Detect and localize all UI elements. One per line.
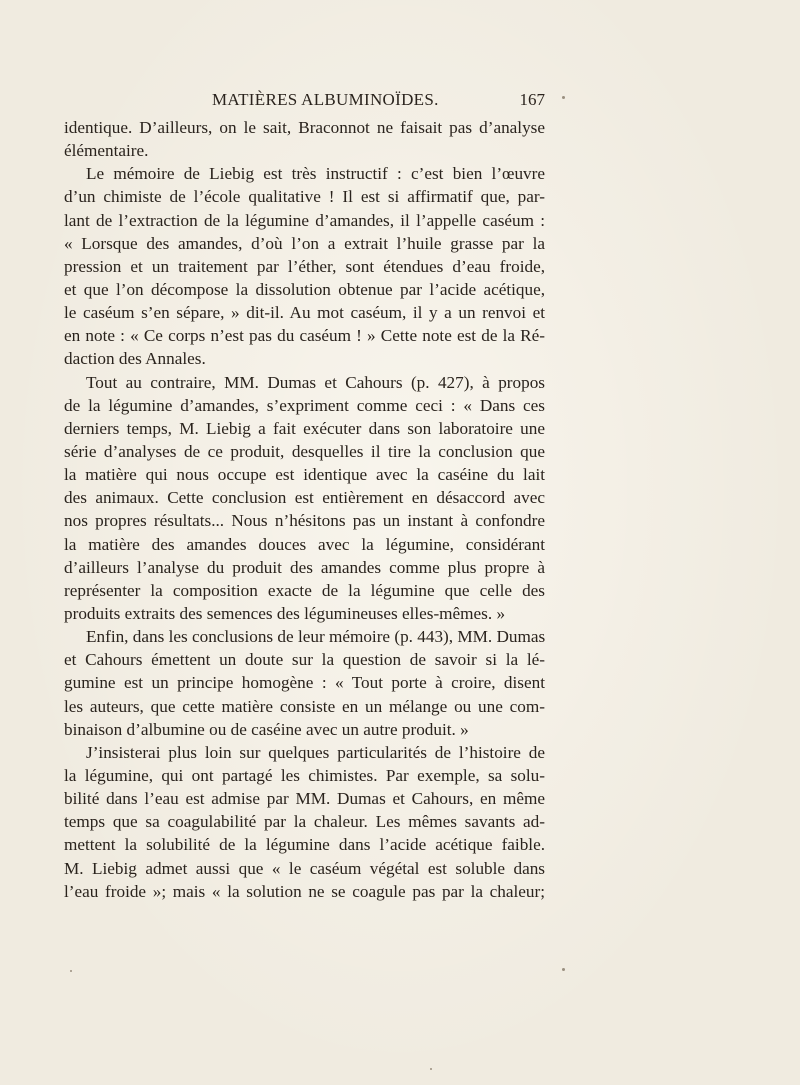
text-line: en note : « Ce corps n’est pas du caséum ! » Cette note est de la Ré- — [64, 326, 545, 346]
text-line: des animaux. Cette conclusion est entièrement en désaccord avec — [64, 488, 545, 508]
text-line: lant de l’extraction de la légumine d’amandes, il l’appelle caséum : — [64, 210, 545, 230]
text-line: la matière des amandes douces avec la légumine, considérant — [64, 534, 545, 554]
text-line: binaison d’albumine ou de caséine avec un autre produit. » — [64, 719, 469, 739]
text-line: nos propres résultats... Nous n’hésitons pas un instant à confondre — [64, 511, 545, 531]
text-line: série d’analyses de ce produit, desquelles il tire la conclusion que — [64, 441, 545, 461]
text-line: et que l’on décompose la dissolution obtenue par l’acide acétique, — [64, 279, 545, 299]
text-line: Le mémoire de Liebig est très instructif : c’est bien l’œuvre — [86, 164, 545, 184]
text-line: l’eau froide »; mais « la solution ne se coagule pas par la chaleur; — [64, 881, 545, 901]
text-line: Enfin, dans les conclusions de leur mémoire (p. 443), MM. Dumas — [86, 627, 545, 647]
running-title: MATIÈRES ALBUMINOÏDES. — [212, 90, 439, 109]
text-line: Tout au contraire, MM. Dumas et Cahours (p. 427), à propos — [86, 372, 545, 392]
text-line: et Cahours émettent un doute sur la question de savoir si la lé- — [64, 650, 545, 670]
paper-speck — [562, 96, 565, 99]
text-line: la légumine, qui ont partagé les chimistes. Par exemple, sa solu- — [64, 765, 545, 785]
text-line: identique. D’ailleurs, on le sait, Braconnot ne faisait pas d’analyse — [64, 118, 545, 137]
text-line: de la légumine d’amandes, s’expriment comme ceci : « Dans ces — [64, 395, 545, 415]
text-line: mettent la solubilité de la légumine dans l’acide acétique faible. — [64, 835, 545, 855]
page-number: 167 — [519, 90, 545, 109]
text-line: la matière qui nous occupe est identique avec la caséine du lait — [64, 465, 545, 485]
text-line: pression et un traitement par l’éther, sont étendues d’eau froide, — [64, 256, 545, 276]
text-line: élémentaire. — [64, 141, 149, 161]
text-line: J’insisterai plus loin sur quelques particularités de l’histoire de — [86, 742, 545, 762]
text-line: derniers temps, M. Liebig a fait exécuter dans son laboratoire une — [64, 418, 545, 438]
text-line: les auteurs, que cette matière consiste en un mélange ou une com- — [64, 696, 545, 716]
text-line: gumine est un principe homogène : « Tout porte à croire, disent — [64, 673, 545, 693]
page-header — [64, 90, 545, 114]
paper-speck — [430, 1068, 432, 1070]
text-line: d’un chimiste de l’école qualitative ! Il est si affirmatif que, par- — [64, 187, 545, 207]
text-line: « Lorsque des amandes, d’où l’on a extrait l’huile grasse par la — [64, 233, 545, 253]
text-line: temps que sa coagulabilité par la chaleur. Les mêmes savants ad- — [64, 812, 545, 832]
body-text — [64, 116, 545, 903]
text-line: daction des Annales. — [64, 349, 206, 369]
text-line: le caséum s’en sépare, » dit-il. Au mot caséum, il y a un renvoi et — [64, 303, 545, 323]
text-line: bilité dans l’eau est admise par MM. Dumas et Cahours, en même — [64, 789, 545, 809]
text-line: produits extraits des semences des légumineuses elles-mêmes. » — [64, 603, 506, 623]
text-line: d’ailleurs l’analyse du produit des amandes comme plus propre à — [64, 557, 545, 577]
text-line: M. Liebig admet aussi que « le caséum végétal est soluble dans — [64, 858, 545, 878]
paper-speck — [562, 968, 565, 971]
paper-speck — [70, 970, 72, 972]
text-line: représenter la composition exacte de la légumine que celle des — [64, 580, 545, 600]
